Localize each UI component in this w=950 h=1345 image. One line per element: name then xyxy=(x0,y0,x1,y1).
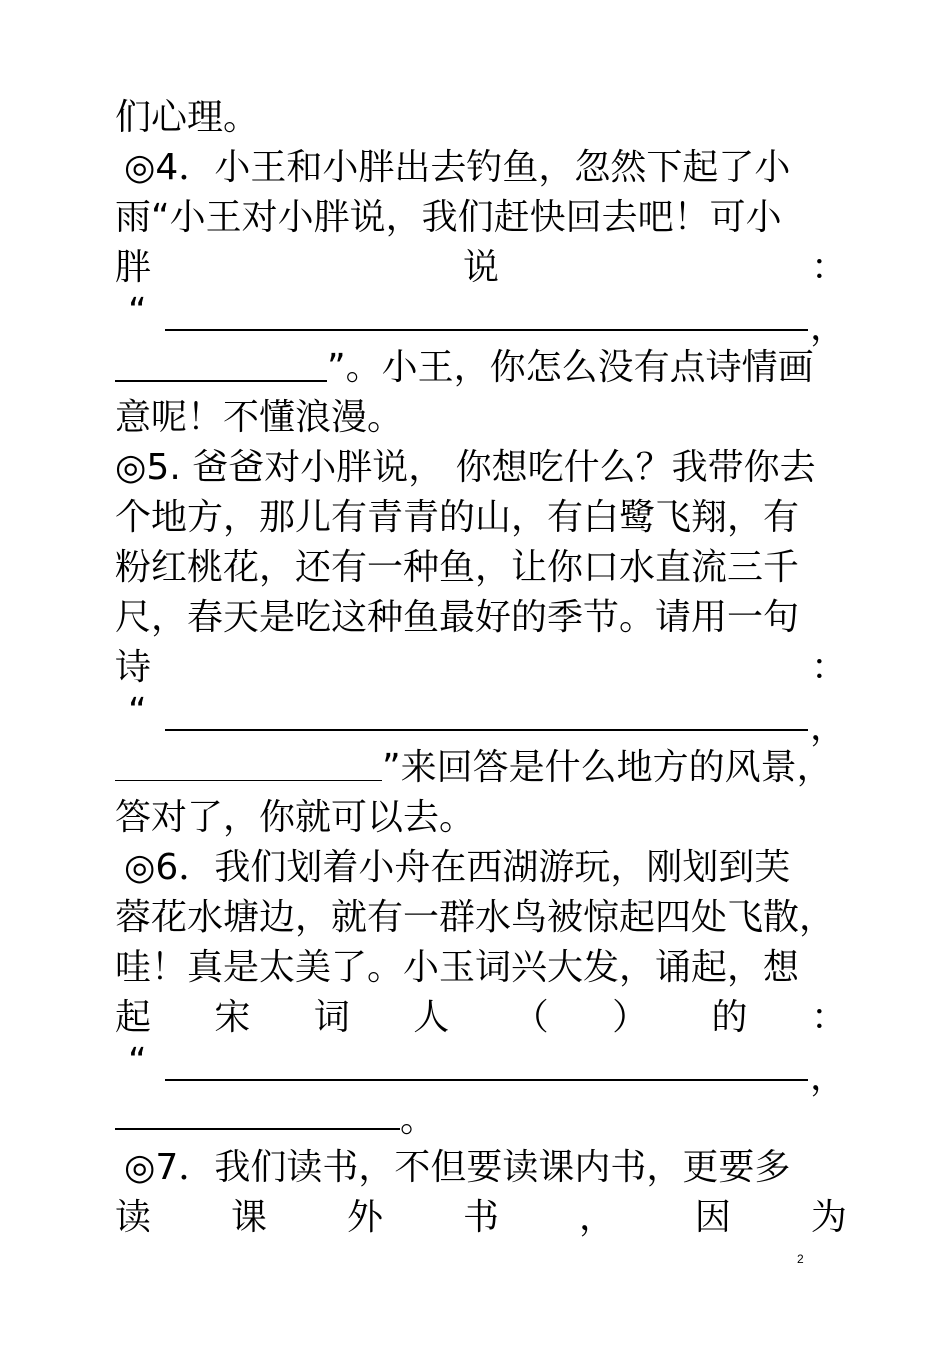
question-7-line-2 xyxy=(115,1196,847,1240)
open-quote: “ xyxy=(128,1041,147,1082)
question-6-line-1: ◎6．我们划着小舟在西湖游玩，刚划到芙 xyxy=(124,847,791,888)
text-char: 的 xyxy=(711,997,748,1038)
text-char: 宋 xyxy=(214,997,251,1038)
text-char: 胖 xyxy=(115,247,152,288)
question-5-line-7: ”来回答是什么地方的风景， xyxy=(382,747,833,788)
open-quote: “ xyxy=(128,291,147,332)
question-5-line-3: 粉红桃花，还有一种鱼，让你口水直流三千 xyxy=(115,547,800,588)
question-4-line-5: ”。小王，你怎么没有点诗情画 xyxy=(327,347,814,388)
question-6-line-4 xyxy=(115,996,847,1040)
question-4-line-3 xyxy=(115,246,847,290)
answer-blank[interactable] xyxy=(115,1128,400,1130)
text-char: ： xyxy=(810,247,847,288)
answer-blank[interactable] xyxy=(115,380,327,382)
text-char: （ xyxy=(512,997,549,1038)
question-5-line-1: ◎5. 爸爸对小胖说， 你想吃什么？我带你去 xyxy=(115,447,816,488)
text-char: ： xyxy=(810,647,847,688)
text-line: 们心理。 xyxy=(115,97,260,138)
text-char: 起 xyxy=(115,997,152,1038)
question-4-line-2: 雨“小王对小胖说，我们赶快回去吧！可小 xyxy=(115,197,782,238)
answer-blank[interactable] xyxy=(165,1079,808,1081)
answer-blank[interactable] xyxy=(115,780,382,781)
page-number: 2 xyxy=(797,1252,804,1266)
text-char: ， xyxy=(578,1197,615,1238)
text-char: 书 xyxy=(462,1197,499,1238)
answer-blank[interactable] xyxy=(165,329,808,331)
comma: ， xyxy=(810,1057,847,1098)
question-6-line-2: 蓉花水塘边，就有一群水鸟被惊起四处飞散， xyxy=(115,897,836,938)
question-5-line-5 xyxy=(115,646,847,690)
text-char: 外 xyxy=(346,1197,383,1238)
comma: ， xyxy=(810,307,847,348)
text-char: 说 xyxy=(462,247,499,288)
question-5-line-8: 答对了，你就可以去。 xyxy=(115,797,476,838)
period: 。 xyxy=(400,1099,437,1140)
text-char: 诗 xyxy=(115,647,152,688)
comma: ， xyxy=(810,707,847,748)
question-6-line-3: 哇！真是太美了。小玉词兴大发，诵起，想 xyxy=(115,947,800,988)
text-char: 词 xyxy=(313,997,350,1038)
text-char: ） xyxy=(612,997,649,1038)
text-char: 人 xyxy=(413,997,450,1038)
question-5-line-2: 个地方，那儿有青青的山，有白鹭飞翔，有 xyxy=(115,497,800,538)
answer-blank[interactable] xyxy=(165,729,808,731)
text-char: 因 xyxy=(694,1197,731,1238)
text-char: 课 xyxy=(230,1197,267,1238)
open-quote: “ xyxy=(128,691,147,732)
text-char: ： xyxy=(810,997,847,1038)
question-5-line-4: 尺，春天是吃这种鱼最好的季节。请用一句 xyxy=(115,597,800,638)
question-4-line-6: 意呢！不懂浪漫。 xyxy=(115,397,404,438)
text-char: 为 xyxy=(810,1197,847,1238)
question-7-line-1: ◎7．我们读书，不但要读课内书，更要多 xyxy=(124,1147,791,1188)
text-char: 读 xyxy=(115,1197,152,1238)
question-4-line-1: ◎4．小王和小胖出去钓鱼，忽然下起了小 xyxy=(124,147,791,188)
